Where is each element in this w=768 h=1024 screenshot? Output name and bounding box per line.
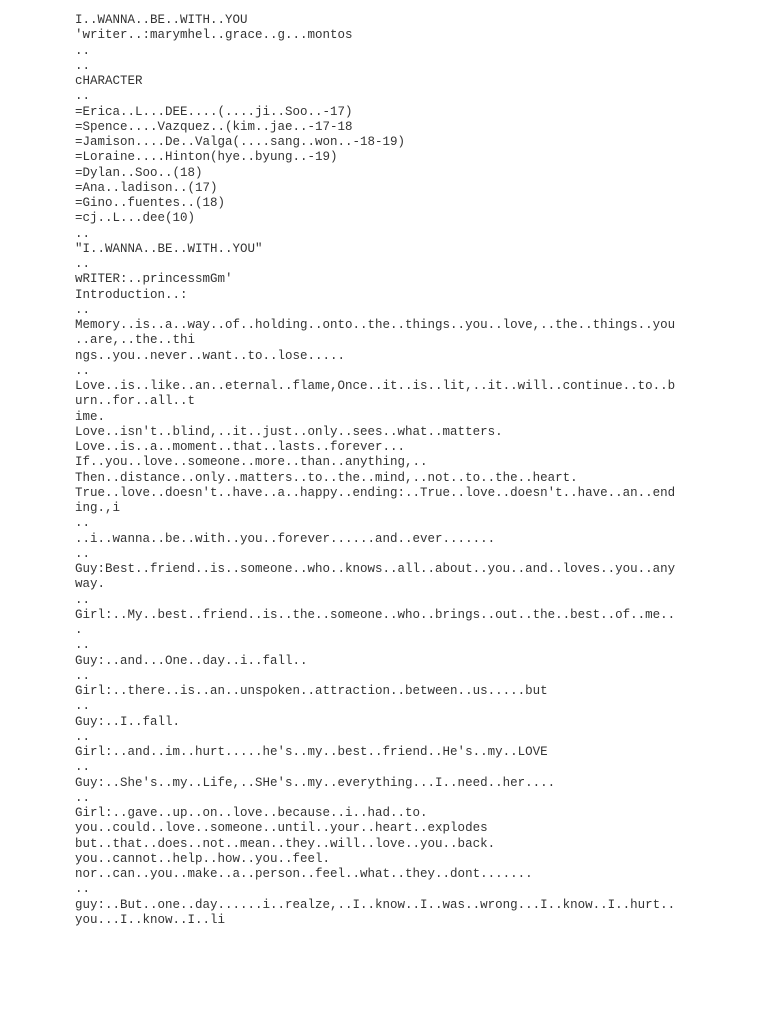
text-line: ime. bbox=[75, 409, 106, 424]
text-line: Girl:..My..best..friend..is..the..someone..who..brings..out..the..best..of..me.. bbox=[75, 607, 676, 622]
text-line: =Erica..L...DEE....(....ji..Soo..-17) bbox=[75, 104, 353, 119]
text-line: Love..is..like..an..eternal..flame,Once..it..is..lit,..it..will..continue..to..b bbox=[75, 379, 676, 393]
text-line: Guy:..I..fall. bbox=[75, 714, 181, 729]
text-line: guy:..But..one..day......i..realze,..I..know..I..was..wrong...I..know..I..hurt.. bbox=[75, 897, 676, 912]
text-line: Introduction..: bbox=[75, 287, 188, 302]
text-line: .. bbox=[75, 302, 91, 317]
text-line: =Dylan..Soo..(18) bbox=[75, 165, 203, 180]
text-line: but..that..does..not..mean..they..will..love..you..back. bbox=[75, 836, 496, 851]
text-line: =Spence....Vazquez..(kim..jae..-17-18 bbox=[75, 119, 353, 134]
text-line: Girl:..and..im..hurt.....he's..my..best..friend..He's..my..LOVE bbox=[75, 745, 548, 759]
text-line: =Jamison....De..Valga(....sang..won..-18-19) bbox=[75, 135, 406, 149]
text-line: Then..distance..only..matters..to..the..mind,..not..to..the..heart. bbox=[75, 470, 578, 485]
text-line: wRITER:..princessmGm' bbox=[75, 272, 233, 287]
text-line: .. bbox=[75, 790, 91, 805]
text-line: Guy:..and...One..day..i..fall.. bbox=[75, 653, 308, 668]
text-line: .. bbox=[75, 638, 91, 653]
text-line: .. bbox=[75, 43, 91, 58]
text-line: .. bbox=[75, 668, 91, 683]
text-line: =Ana..ladison..(17) bbox=[75, 180, 218, 195]
text-line: .. bbox=[75, 89, 91, 104]
text-line: .. bbox=[75, 882, 91, 897]
text-line: ..i..wanna..be..with..you..forever......and..ever....... bbox=[75, 531, 496, 546]
text-line: If..you..love..someone..more..than..anything,.. bbox=[75, 455, 428, 470]
text-line: Memory..is..a..way..of..holding..onto..the..things..you..love,..the..things..you bbox=[75, 318, 676, 332]
text-line: Love..isn't..blind,..it..just..only..sees..what..matters. bbox=[75, 424, 503, 439]
text-line: =Gino..fuentes..(18) bbox=[75, 196, 226, 210]
text-line: Girl:..gave..up..on..love..because..i..had..to. bbox=[75, 806, 428, 820]
text-line: nor..can..you..make..a..person..feel..what..they..dont....... bbox=[75, 867, 533, 881]
text-line: True..love..doesn't..have..a..happy..ending:..True..love..doesn't..have..an..end bbox=[75, 485, 676, 500]
text-line: .. bbox=[75, 58, 91, 73]
text-line: =cj..L...dee(10) bbox=[75, 211, 196, 226]
text-line: .. bbox=[75, 226, 91, 241]
text-line: .. bbox=[75, 592, 91, 607]
text-line: way. bbox=[75, 577, 106, 592]
text-line: .. bbox=[75, 729, 91, 744]
text-line: urn..for..all..t bbox=[75, 394, 196, 409]
text-line: Guy:..She's..my..Life,..SHe's..my..everything...I..need..her.... bbox=[75, 775, 556, 790]
text-line: "I..WANNA..BE..WITH..YOU" bbox=[75, 241, 263, 256]
document-page bbox=[75, 13, 755, 928]
text-line: .. bbox=[75, 760, 91, 775]
text-line: you...I..know..I..li bbox=[75, 912, 226, 927]
text-line: ngs..you..never..want..to..lose..... bbox=[75, 348, 346, 363]
text-line: .. bbox=[75, 546, 91, 561]
text-line: 'writer..:marymhel..grace..g...montos bbox=[75, 28, 353, 43]
text-line: .. bbox=[75, 363, 91, 378]
text-line: .. bbox=[75, 699, 91, 714]
text-line: .. bbox=[75, 516, 91, 531]
text-line: . bbox=[75, 623, 83, 637]
text-line: you..could..love..someone..until..your..heart..explodes bbox=[75, 821, 488, 836]
text-line: Guy:Best..friend..is..someone..who..knows..all..about..you..and..loves..you..any bbox=[75, 562, 676, 576]
text-line: I..WANNA..BE..WITH..YOU bbox=[75, 13, 248, 27]
text-line: ing.,i bbox=[75, 501, 121, 515]
text-line: cHARACTER bbox=[75, 74, 143, 88]
text-line: Girl:..there..is..an..unspoken..attraction..between..us.....but bbox=[75, 684, 548, 698]
text-line: =Loraine....Hinton(hye..byung..-19) bbox=[75, 150, 338, 165]
text-line: .. bbox=[75, 257, 91, 271]
text-line: ..are,..the..thi bbox=[75, 333, 196, 348]
text-line: Love..is..a..moment..that..lasts..forever... bbox=[75, 440, 406, 454]
text-line: you..cannot..help..how..you..feel. bbox=[75, 851, 331, 866]
